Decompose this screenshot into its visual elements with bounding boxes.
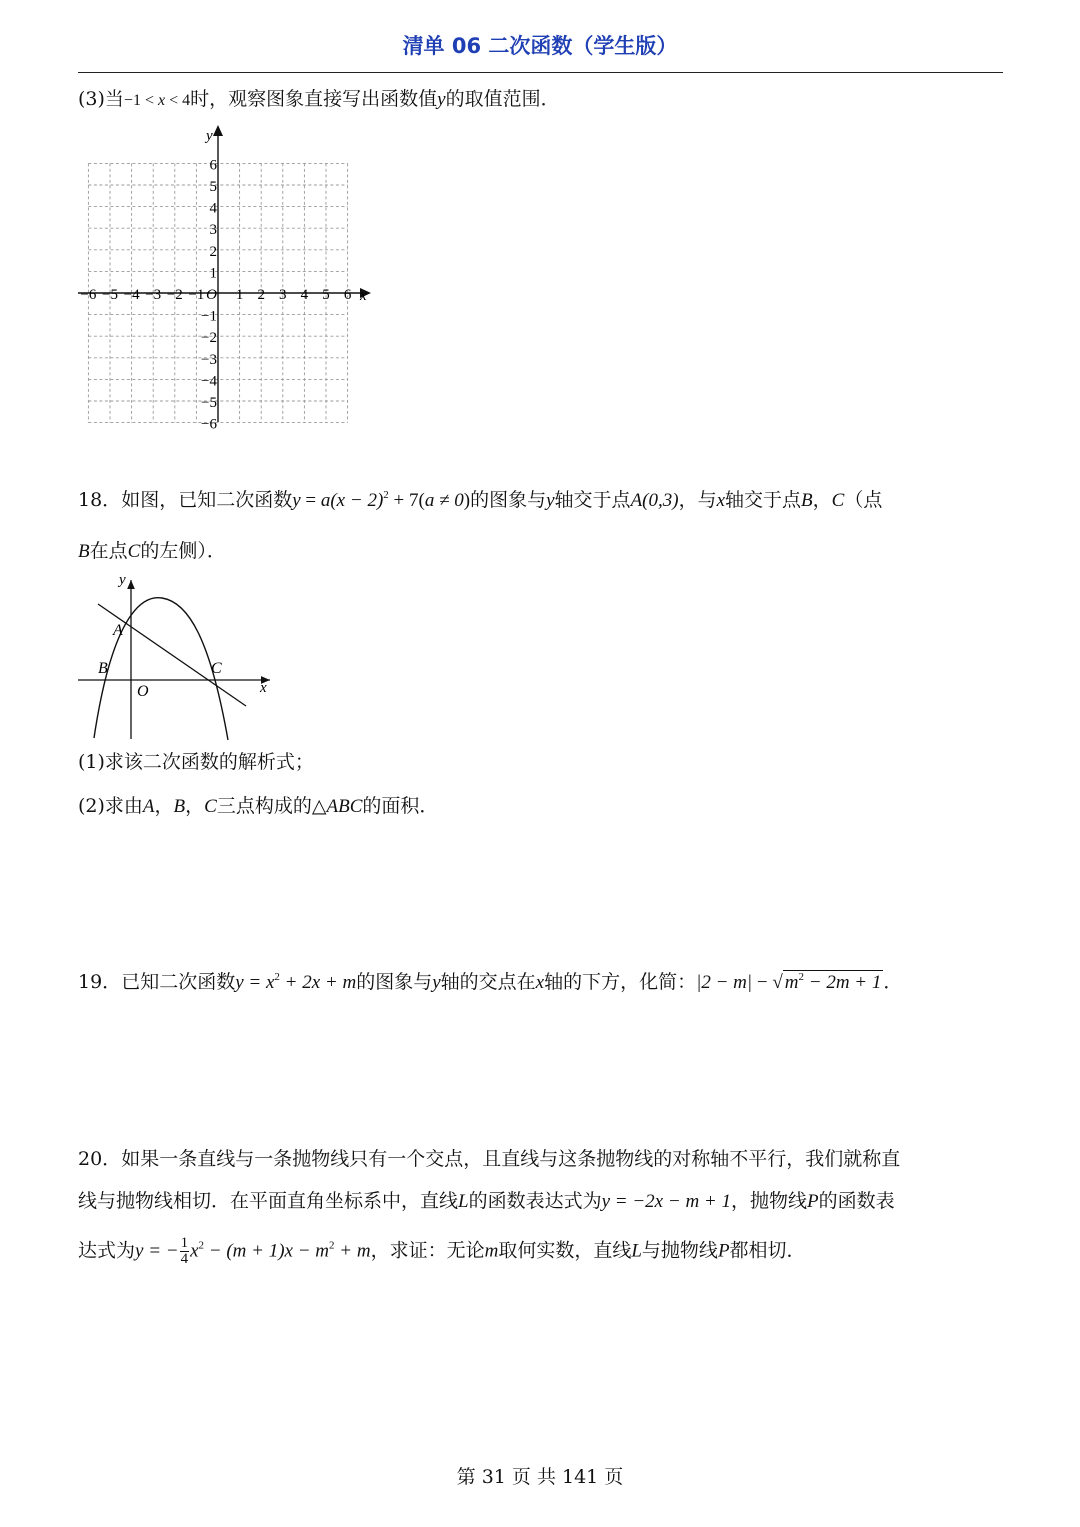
q18-line2-b: B xyxy=(78,541,90,562)
q20-parab-lhs: y = − xyxy=(135,1240,179,1262)
q19-radicand xyxy=(783,970,884,993)
q19-mid3: 轴的下方，化简： xyxy=(544,971,697,993)
q20-line1-text: 如果一条直线与一条抛物线只有一个交点，且直线与这条抛物线的对称轴不平行，我们就称直 xyxy=(121,1148,901,1170)
q18-part2-triangle: △ABC xyxy=(311,796,363,817)
q18-line2-tail: 的左侧）． xyxy=(140,540,226,562)
q18-part2-a: A xyxy=(142,796,155,817)
q19-formula-rhs: + 2x + m xyxy=(279,972,357,993)
y-tick-label: 2 xyxy=(209,243,217,260)
q18-formula-plus: + 7( xyxy=(388,490,425,511)
y-tick-label: 4 xyxy=(209,200,217,217)
q18-parabola-figure xyxy=(70,566,290,746)
q18-part2-c: C xyxy=(204,796,217,817)
y-tick-label: −5 xyxy=(201,395,217,411)
origin-label: O xyxy=(206,287,217,303)
q18-formula-y: y xyxy=(292,490,301,511)
q20-p: P xyxy=(807,1191,819,1212)
q19-minus: − xyxy=(752,972,773,993)
x-axis-label: x xyxy=(360,288,367,304)
x-tick-label: −6 xyxy=(80,287,97,303)
q18-tail: （点 xyxy=(844,489,883,511)
q18-formula-close: ) xyxy=(463,490,471,511)
y-tick-label: 5 xyxy=(209,179,217,195)
q18-part2-b: B xyxy=(173,796,186,817)
y-tick-label: 3 xyxy=(209,222,217,239)
q19-intro: 已知二次函数 xyxy=(121,971,236,993)
q19-mid1: 的图象与 xyxy=(356,971,433,993)
label-x: x xyxy=(260,680,267,696)
var-x: x xyxy=(157,92,166,109)
q20-exp3: 2 xyxy=(329,1239,335,1252)
q20-line-formula: y = −2x − m + 1 xyxy=(601,1191,731,1212)
x-tick-label: 3 xyxy=(279,287,287,303)
q20-number: 20． xyxy=(78,1148,122,1170)
q19-rad-exp: 2 xyxy=(798,971,804,983)
q18-formula-eq: = xyxy=(300,490,321,511)
q17-part3 xyxy=(78,88,560,112)
q19-end: ． xyxy=(883,971,903,993)
q18-point-c: C xyxy=(831,490,845,511)
label-o: O xyxy=(137,683,149,700)
q18-sep: ， xyxy=(812,489,832,511)
q18-part2-prefix: (2)求由 xyxy=(78,795,143,817)
var-y: y xyxy=(432,972,441,993)
var-x: x xyxy=(535,972,545,993)
q17-rhs: < 4 xyxy=(165,92,191,109)
q19-formula-exp: 2 xyxy=(274,971,280,983)
grid-labels xyxy=(80,128,367,432)
q18-part2-mid: 三点构成的 xyxy=(216,795,312,817)
q18-mid1: 的图象与 xyxy=(470,489,547,511)
coordinate-grid-figure xyxy=(70,122,390,432)
label-b: B xyxy=(98,660,108,677)
q19-number: 19． xyxy=(78,971,122,993)
q19-rad2: − 2m + 1 xyxy=(804,972,882,993)
q20-parab-mid: − (m + 1)x − m xyxy=(204,1240,330,1262)
y-axis-arrow xyxy=(213,125,223,136)
q18-formula-exp: 2 xyxy=(383,489,389,501)
x-tick-label: −1 xyxy=(188,287,205,303)
q19-formula-lhs: y = x xyxy=(235,972,275,993)
q17-part3-prefix: (3)当 xyxy=(78,88,124,110)
header-divider xyxy=(78,72,1003,73)
q18-line2 xyxy=(78,540,226,564)
q18-line1 xyxy=(78,489,882,513)
x-tick-label: −3 xyxy=(145,287,162,303)
y-axis-label: y xyxy=(206,128,213,144)
q20-line3-b: ，求证：无论 xyxy=(370,1239,485,1262)
y-tick-label: −4 xyxy=(201,373,217,390)
page-header-title: 清单 06 二次函数（学生版） xyxy=(402,34,678,58)
q19 xyxy=(78,971,902,995)
q17-lhs: −1 < xyxy=(123,92,158,109)
y-tick-label: 6 xyxy=(209,157,217,174)
q18-formula-cond: a ≠ 0 xyxy=(424,490,464,511)
y-tick-label: −2 xyxy=(201,330,217,347)
label-c: C xyxy=(211,660,222,677)
q19-abs-expr: |2 − m| xyxy=(696,972,753,993)
page-footer: 第 31 页 共 141 页 xyxy=(456,1466,624,1488)
q18-line2-c: C xyxy=(127,541,141,562)
q20-exp2: 2 xyxy=(198,1239,205,1252)
y-tick-label: −3 xyxy=(201,351,217,368)
q20-l2: L xyxy=(631,1240,642,1262)
q18-mid3: ，与 xyxy=(678,489,717,511)
q20-line2-c: ，抛物线 xyxy=(730,1190,807,1212)
x-tick-label: 6 xyxy=(343,287,352,303)
x-tick-label: 4 xyxy=(300,287,309,303)
q20-line2 xyxy=(78,1190,895,1214)
q20-line3-d: 与抛物线 xyxy=(641,1239,718,1262)
line-ac xyxy=(98,604,246,706)
y-tick-label: −1 xyxy=(201,308,217,325)
q18-mid2: 轴交于点 xyxy=(554,489,631,511)
q20-p2: P xyxy=(717,1240,730,1262)
q18-mid4: 轴交于点 xyxy=(725,489,802,511)
q17-part3-suffix: 的取值范围． xyxy=(445,88,560,110)
var-x: x xyxy=(716,490,726,511)
q18-part2-suffix: 的面积． xyxy=(362,795,439,817)
parabola-curve xyxy=(94,598,228,740)
var-y: y xyxy=(546,490,555,511)
q18-part2-sep1: ， xyxy=(154,795,174,817)
q20-line3-a: 达式为 xyxy=(78,1239,136,1262)
q20-line2-a: 线与抛物线相切．在平面直角坐标系中，直线 xyxy=(78,1190,459,1212)
q18-number: 18． xyxy=(78,489,122,511)
x-tick-label: −4 xyxy=(123,287,140,303)
q18-line2-mid: 在点 xyxy=(89,540,128,562)
y-tick-label: −6 xyxy=(201,416,217,432)
q20-parab-x: x xyxy=(190,1240,199,1262)
x-tick-label: 5 xyxy=(322,287,330,303)
q20-line1 xyxy=(78,1148,900,1171)
q18-point-b: B xyxy=(801,490,813,511)
q18-part2-sep2: ， xyxy=(185,795,205,817)
q20-line2-d: 的函数表 xyxy=(818,1190,895,1212)
q20-line3-e: 都相切． xyxy=(729,1239,806,1262)
q18-part2 xyxy=(78,795,438,819)
frac-denominator: 4 xyxy=(180,1251,189,1267)
frac-numerator: 1 xyxy=(180,1235,189,1251)
q18-intro: 如图，已知二次函数 xyxy=(121,489,293,511)
x-tick-label: 2 xyxy=(257,287,265,303)
q20-line3-c: 取何实数，直线 xyxy=(498,1239,632,1262)
sqrt-sign: √ xyxy=(772,972,783,993)
q20-l: L xyxy=(458,1191,469,1212)
q18-formula-paren: (x − 2) xyxy=(330,490,384,511)
q19-rad1: m xyxy=(784,972,799,993)
x-tick-label: −2 xyxy=(166,287,183,303)
var-y: y xyxy=(437,89,446,110)
x-tick-label: 1 xyxy=(235,287,244,303)
q19-mid2: 轴的交点在 xyxy=(440,971,536,993)
q20-parab-end: + m xyxy=(334,1240,371,1262)
x-tick-label: −5 xyxy=(102,287,118,303)
grid-axes xyxy=(78,125,371,422)
y-tick-label: 1 xyxy=(209,265,217,282)
q18-formula-a: a xyxy=(320,490,331,511)
q20-fraction xyxy=(180,1236,190,1267)
q18-point-a: A(0,3) xyxy=(630,490,679,511)
q18-part1: (1)求该二次函数的解析式； xyxy=(78,751,314,773)
label-y: y xyxy=(119,572,126,588)
q20-line3 xyxy=(78,1236,806,1267)
q20-line2-b: 的函数表达式为 xyxy=(468,1190,602,1212)
label-a: A xyxy=(113,622,123,639)
q17-part3-text: 时，观察图象直接写出函数值 xyxy=(190,88,438,110)
q20-m: m xyxy=(484,1240,499,1262)
